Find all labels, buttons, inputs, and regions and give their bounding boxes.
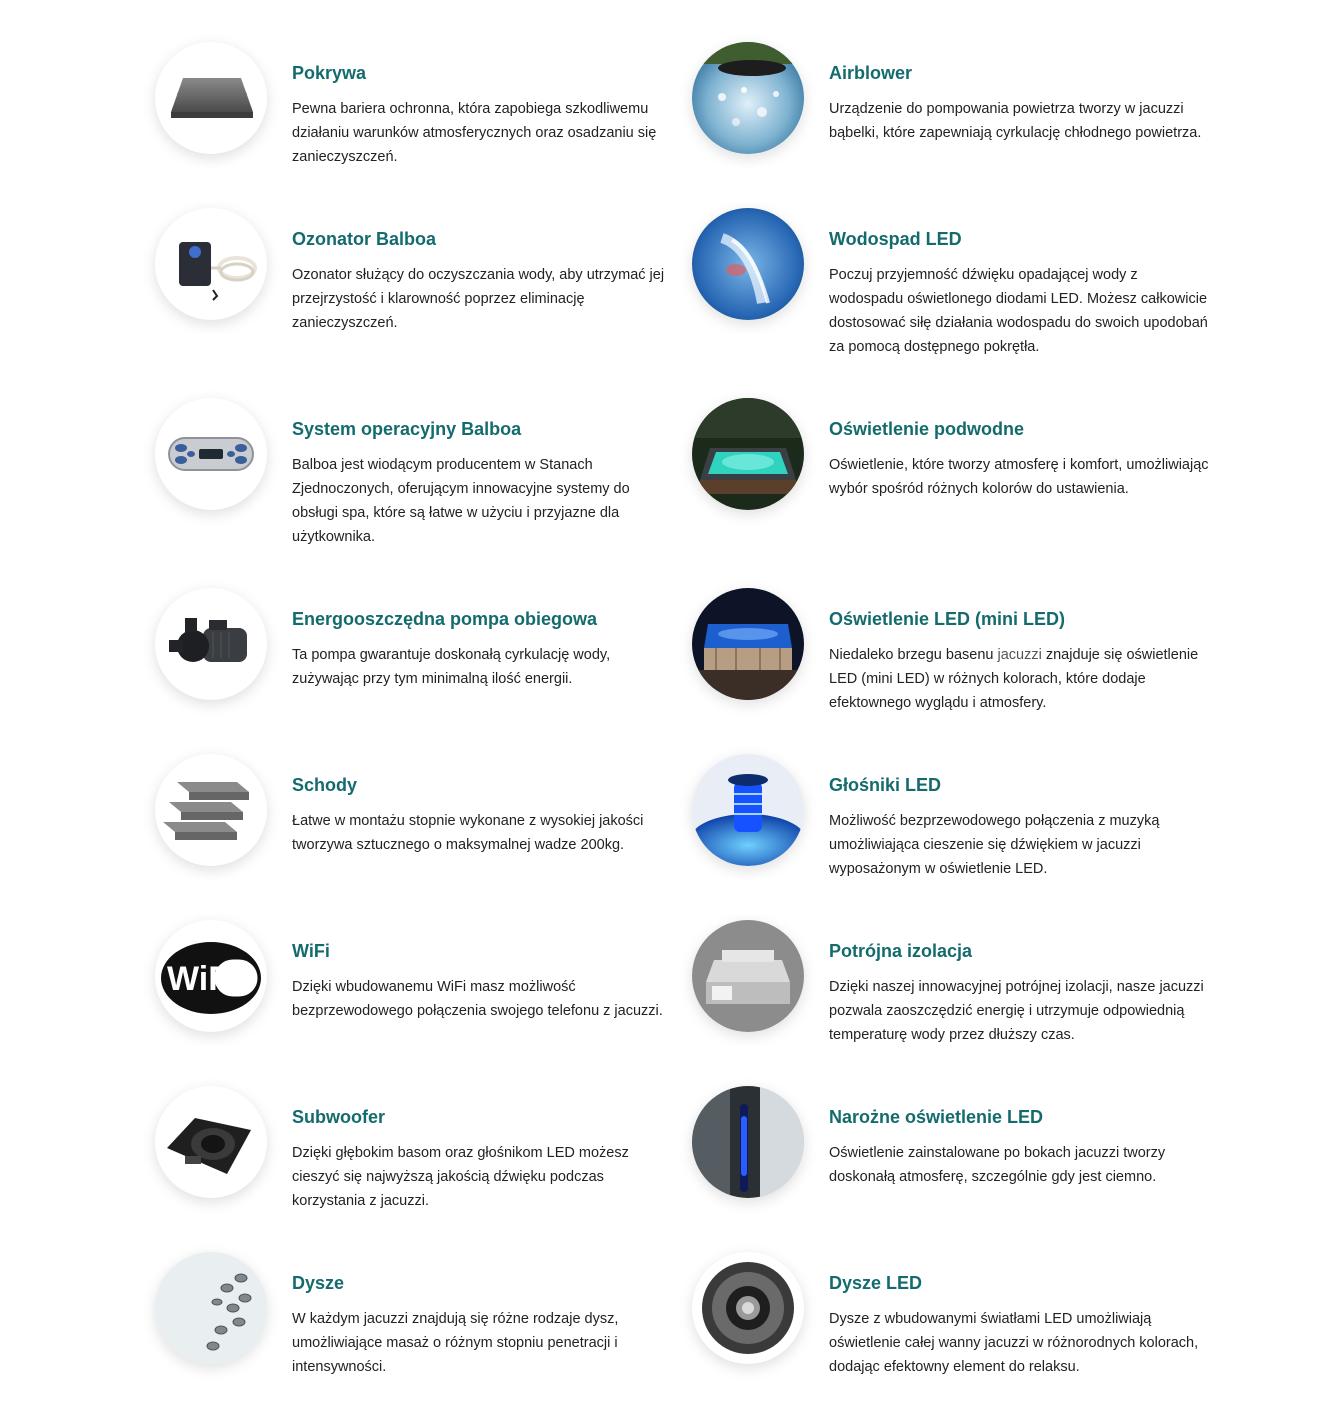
feature-description: Balboa jest wiodącym producentem w Stanach Zjednoczonych, oferującym innowacyjne systemy do obsługi spa, które są łatwe w użyciu i przyjazne dla użytkownika. (292, 457, 630, 545)
led-jet-icon (692, 1252, 804, 1364)
feature-description: Dysze z wbudowanymi światłami LED umożliwiają oświetlenie całej wanny jacuzzi w różnorodnych kolorach, dodając efektowny element do relaksu. (829, 1311, 1199, 1375)
feature-title: WiFi (292, 941, 330, 961)
wifi-logo-icon (155, 920, 267, 1032)
desc-part: znajduje się oświetlenie LED (mini LED) w różnych kolorach, które dodaje efektownego wyglądu i atmosfery. (829, 647, 1199, 711)
feature-description (829, 643, 1214, 715)
underwater-lighting-icon (692, 398, 804, 510)
wifi-logo-text: WiFi (167, 960, 239, 998)
feature-description: Dzięki głębokim basom oraz głośnikom LED możesz cieszyć się najwyższą jakością dźwięku podczas korzystania z jacuzzi. (292, 1145, 629, 1209)
feature-description: Oświetlenie, które tworzy atmosferę i komfort, umożliwiając wybór spośród różnych kolorów do ustawienia. (829, 457, 1209, 497)
feature-title: Subwoofer (292, 1107, 385, 1127)
feature-title: Narożne oświetlenie LED (829, 1107, 1044, 1127)
feature-title: Schody (292, 775, 358, 795)
subwoofer-icon (155, 1086, 267, 1198)
ozonator-icon (155, 208, 267, 320)
feature-title: Potrójna izolacja (829, 941, 973, 961)
led-speaker-icon (692, 754, 804, 866)
feature-description: W każdym jacuzzi znajdują się różne rodzaje dysz, umożliwiające masaż o różnym stopniu penetracji i intensywności. (292, 1311, 619, 1375)
feature-title: Dysze (292, 1273, 345, 1293)
feature-description: Możliwość bezprzewodowego połączenia z muzyką umożliwiająca cieszenie się dźwiękiem w jacuzzi wyposażonym w oświetlenie LED. (829, 813, 1160, 877)
feature-title: Głośniki LED (829, 775, 942, 795)
hot-tub-cover-icon (155, 42, 267, 154)
control-panel-icon (155, 398, 267, 510)
feature-description: Oświetlenie zainstalowane po bokach jacuzzi tworzy doskonałą atmosferę, szczególnie gdy jest ciemno. (829, 1145, 1166, 1185)
circulation-pump-icon (155, 588, 267, 700)
desc-part: Niedaleko brzegu basenu (829, 647, 998, 663)
feature-description: Pewna bariera ochronna, która zapobiega szkodliwemu działaniu warunków atmosferycznych oraz osadzaniu się zanieczyszczeń. (292, 101, 657, 165)
airblower-bubbles-icon (692, 42, 804, 154)
feature-title: Energooszczędna pompa obiegowa (292, 609, 598, 629)
feature-title: Ozonator Balboa (292, 229, 437, 249)
feature-title: Oświetlenie podwodne (829, 419, 1025, 439)
insulation-icon (692, 920, 804, 1032)
feature-description: Urządzenie do pompowania powietrza tworzy w jacuzzi bąbelki, które zapewniają cyrkulację chłodnego powietrza. (829, 101, 1202, 141)
feature-title: Dysze LED (829, 1273, 923, 1293)
feature-description: Poczuj przyjemność dźwięku opadającej wody z wodospadu oświetlonego diodami LED. Możesz całkowicie dostosować siłę działania wodospadu do swoich upodobań za pomocą dostępnego pokrętła. (829, 267, 1208, 355)
feature-description: Dzięki wbudowanemu WiFi masz możliwość bezprzewodowego połączenia swojego telefonu z jacuzzi. (292, 979, 663, 1019)
feature-title: Wodospad LED (829, 229, 962, 249)
jets-icon (155, 1252, 267, 1364)
feature-title: System operacyjny Balboa (292, 419, 522, 439)
corner-led-icon (692, 1086, 804, 1198)
feature-description: Dzięki naszej innowacyjnej potrójnej izolacji, nasze jacuzzi pozwala zaoszczędzić energię i utrzymuje odpowiednią temperaturę wody przez dłuższy czas. (829, 979, 1204, 1043)
led-waterfall-icon (692, 208, 804, 320)
feature-title: Pokrywa (292, 63, 367, 83)
feature-description: Łatwe w montażu stopnie wykonane z wysokiej jakości tworzywa sztucznego o maksymalnej wadze 200kg. (292, 813, 644, 853)
steps-icon (155, 754, 267, 866)
feature-title: Airblower (829, 63, 913, 83)
feature-title: Oświetlenie LED (mini LED) (829, 609, 1066, 629)
feature-description: Ta pompa gwarantuje doskonałą cyrkulację wody, zużywając przy tym minimalną ilość energii. (292, 647, 611, 687)
jacuzzi-link[interactable]: jacuzzi (997, 647, 1042, 663)
mini-led-icon (692, 588, 804, 700)
feature-description: Ozonator służący do oczyszczania wody, aby utrzymać jej przejrzystość i klarowność poprzez eliminację zanieczyszczeń. (292, 267, 665, 331)
